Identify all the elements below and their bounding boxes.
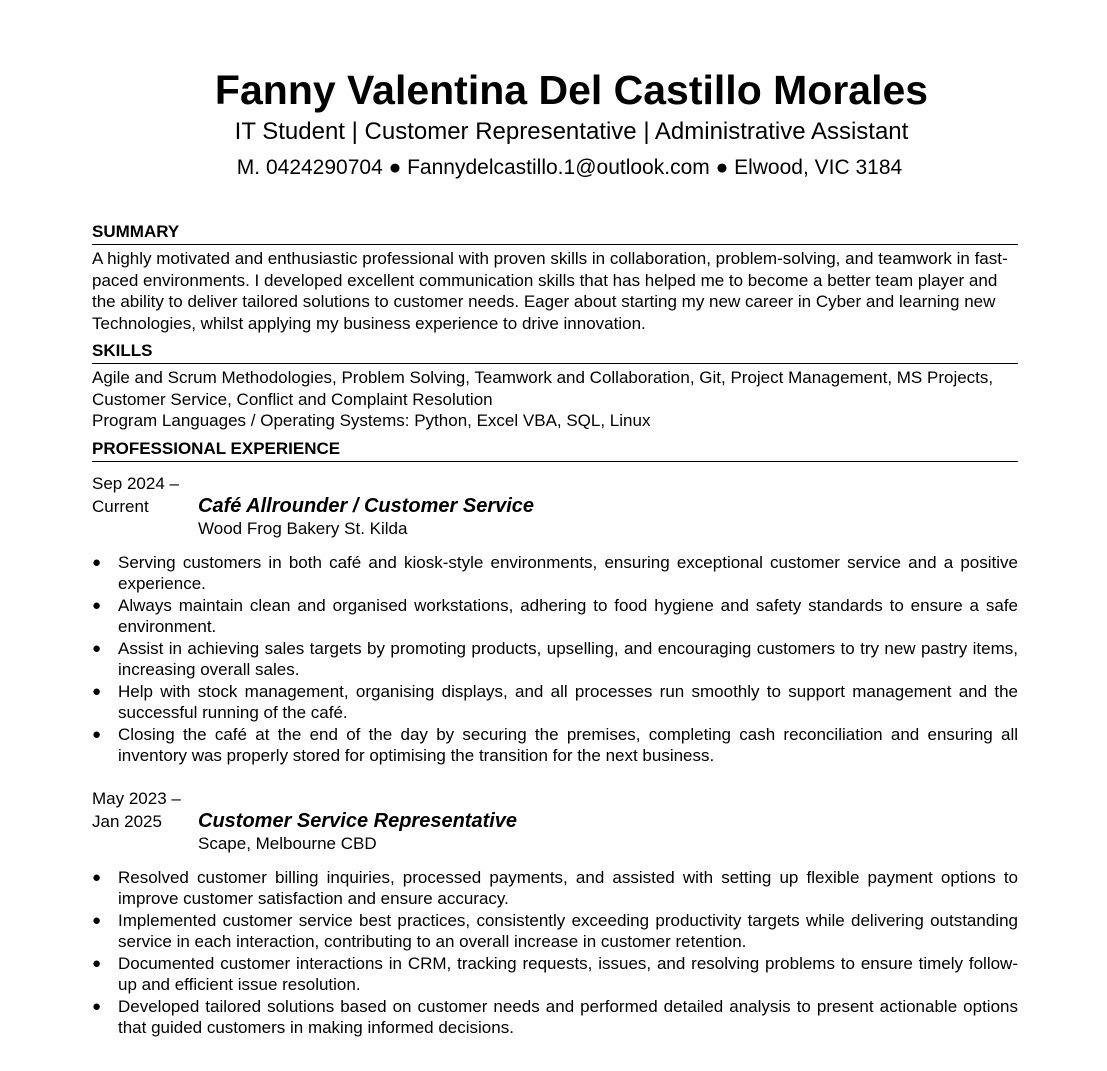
skills-line: Agile and Scrum Methodologies, Problem Solving, Teamwork and Collaboration, Git, Project Management, MS Projects, Customer Service, Conflict and Complaint Resolution: [92, 368, 994, 409]
skills-heading: SKILLS: [92, 340, 1018, 364]
list-item: [92, 953, 1018, 996]
bullet-icon: ●: [92, 553, 102, 571]
job-bullets: [92, 867, 1018, 1039]
job-entry: [92, 787, 1018, 1039]
bullet-icon: ●: [92, 725, 102, 743]
list-item: [92, 910, 1018, 953]
list-item: [92, 552, 1018, 595]
bullet-text: Assist in achieving sales targets by promoting products, upselling, and encouraging customers to try new pastry items, increasing overall sales.: [118, 638, 1018, 679]
list-item: [92, 638, 1018, 681]
skills-section: [92, 340, 1018, 432]
job-dates: May 2023 – Jan 2025: [92, 788, 181, 831]
bullet-icon: ●: [92, 911, 102, 929]
contact-details: M. 0424290704 ● Fannydelcastillo.1@outlook.com ● Elwood, VIC 3184: [236, 156, 903, 179]
job-role: [198, 787, 517, 855]
experience-heading: PROFESSIONAL EXPERIENCE: [92, 438, 1018, 462]
bullet-text: Resolved customer billing inquiries, processed payments, and assisted with setting up flexible payment options to improve customer satisfaction and ensure accuracy.: [118, 867, 1018, 908]
bullet-text: Implemented customer service best practices, consistently exceeding productivity targets while delivering outstanding service in each interaction, contributing to an overall increase in customer retention.: [118, 910, 1018, 951]
job-title: Customer Service Representative: [198, 809, 518, 832]
job-header: [92, 787, 1018, 855]
job-dates: Sep 2024 – Current: [92, 473, 179, 516]
job-title: Café Allrounder / Customer Service: [198, 494, 535, 517]
bullet-text: Always maintain clean and organised workstations, adhering to food hygiene and safety standards to ensure a safe environment.: [118, 595, 1018, 636]
summary-text: A highly motivated and enthusiastic professional with proven skills in collaboration, problem-solving, and teamwork in fast-paced environments. I developed excellent communication skills that has helped me to become a better team player and the ability to deliver tailored solutions to customer needs. Eager about starting my new career in Cyber and learning new Technologies, whilst applying my business experience to drive innovation.: [92, 249, 1008, 333]
bullet-text: Help with stock management, organising displays, and all processes run smoothly to support management and the successful running of the café.: [118, 681, 1018, 722]
bullet-text: Serving customers in both café and kiosk-style environments, ensuring exceptional customer service and a positive experience.: [118, 552, 1018, 593]
job-company: Wood Frog Bakery St. Kilda: [198, 518, 408, 538]
bullet-text: Developed tailored solutions based on customer needs and performed detailed analysis to present actionable options that guided customers in making informed decisions.: [118, 996, 1018, 1037]
bullet-icon: ●: [92, 868, 102, 886]
job-company: Scape, Melbourne CBD: [198, 833, 377, 853]
resume-header: [0, 66, 1107, 182]
list-item: [92, 595, 1018, 638]
list-item: [92, 996, 1018, 1039]
experience-section: [92, 438, 1018, 1039]
bullet-icon: ●: [92, 997, 102, 1015]
bullet-text: Documented customer interactions in CRM, tracking requests, issues, and resolving problems to ensure timely follow-up and efficient issue resolution.: [118, 953, 1018, 994]
list-item: [92, 724, 1018, 767]
skills-line: Program Languages / Operating Systems: Python, Excel VBA, SQL, Linux: [92, 411, 651, 430]
summary-section: [92, 221, 1018, 334]
candidate-name: Fanny Valentina Del Castillo Morales: [214, 67, 929, 113]
job-entry: [92, 472, 1018, 767]
bullet-icon: ●: [92, 954, 102, 972]
list-item: [92, 681, 1018, 724]
candidate-tagline: IT Student | Customer Representative | Administrative Assistant: [234, 118, 909, 145]
resume-body: [92, 221, 1018, 1045]
job-role: [198, 472, 534, 540]
job-header: [92, 472, 1018, 540]
job-bullets: [92, 552, 1018, 767]
bullet-icon: ●: [92, 682, 102, 700]
summary-heading: SUMMARY: [92, 221, 1018, 245]
bullet-text: Closing the café at the end of the day by securing the premises, completing cash reconciliation and ensuring all inventory was properly stored for optimising the transition for the next business.: [118, 724, 1018, 765]
bullet-icon: ●: [92, 596, 102, 614]
list-item: [92, 867, 1018, 910]
bullet-icon: ●: [92, 639, 102, 657]
